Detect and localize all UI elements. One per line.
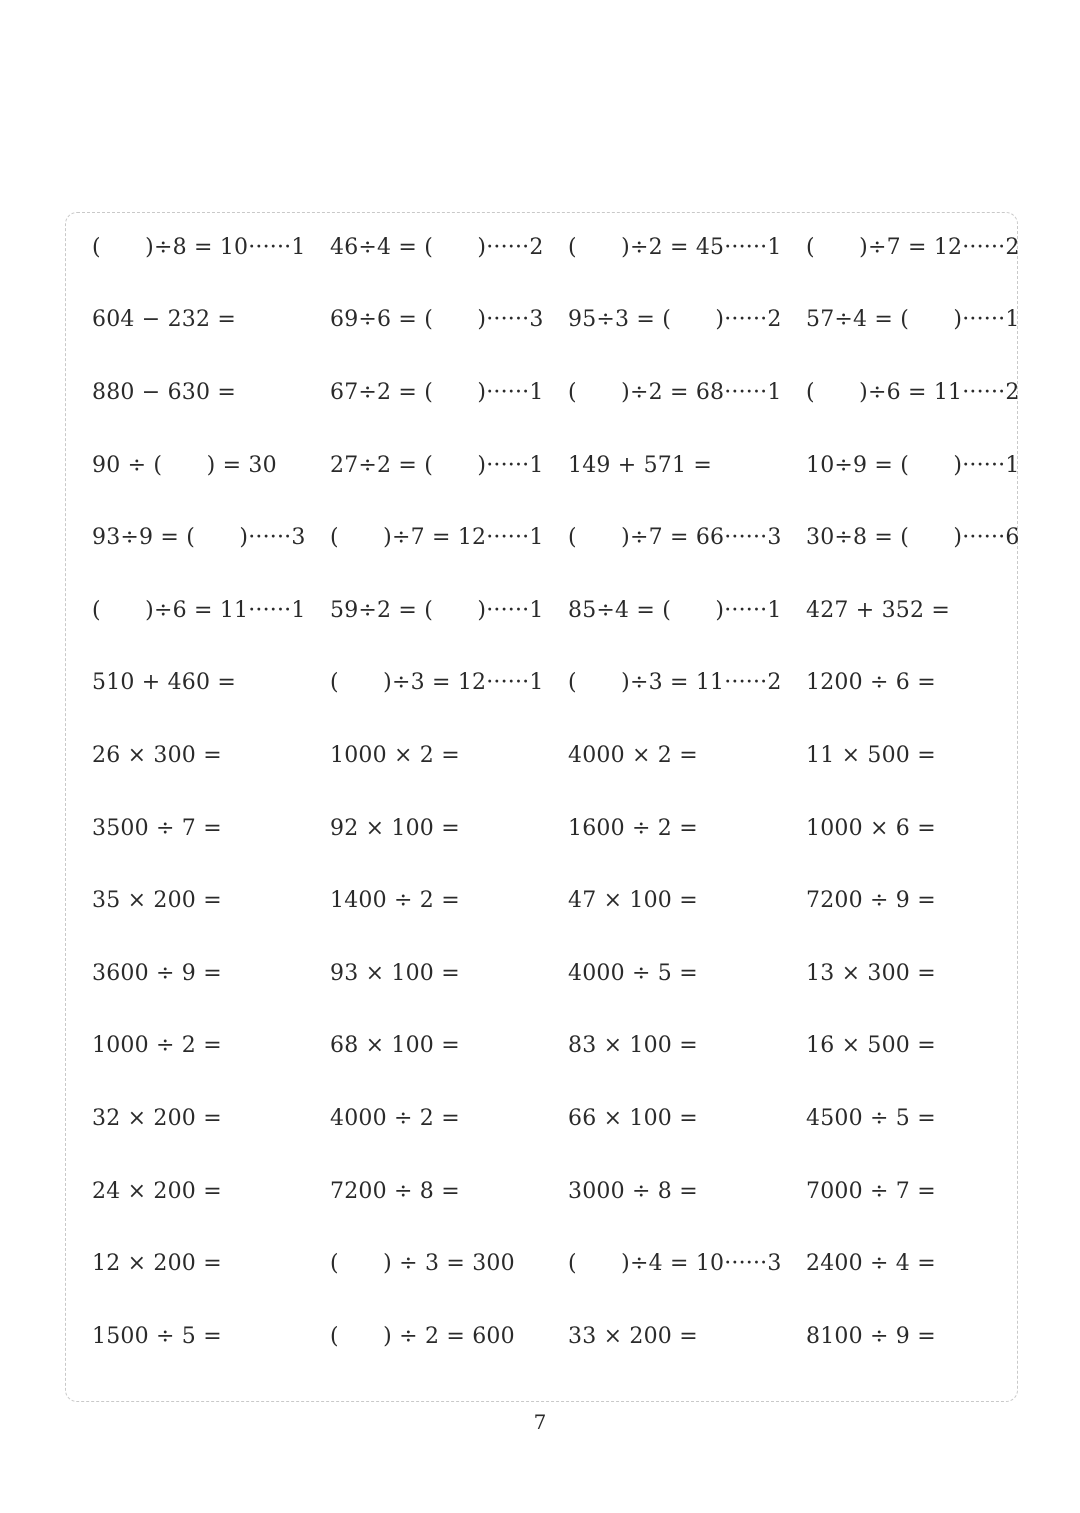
math-problem: ( )÷7 = 12······2	[806, 234, 1020, 260]
math-problem: 85÷4 = ( )······1	[568, 597, 782, 623]
math-problem: 880 − 630 =	[92, 379, 237, 405]
math-problem: 1000 ÷ 2 =	[92, 1033, 222, 1059]
math-problem: ( )÷4 = 10······3	[568, 1251, 782, 1277]
math-problem: 26 × 300 =	[92, 742, 222, 768]
math-problem: 33 × 200 =	[568, 1323, 698, 1349]
math-problem: 90 ÷ ( ) = 30	[92, 452, 277, 478]
math-problem: 95÷3 = ( )······2	[568, 307, 782, 333]
math-problem: ( )÷3 = 11······2	[568, 670, 782, 696]
math-problem: 1600 ÷ 2 =	[568, 815, 698, 841]
math-problem: ( )÷7 = 66······3	[568, 525, 782, 551]
math-problem: ( )÷6 = 11······2	[806, 379, 1020, 405]
math-problem: 66 × 100 =	[568, 1105, 698, 1131]
math-problem: 604 − 232 =	[92, 307, 237, 333]
math-problem: 69÷6 = ( )······3	[330, 307, 544, 333]
math-problem: 510 + 460 =	[92, 670, 237, 696]
math-problem: 47 × 100 =	[568, 888, 698, 914]
math-problem: 3000 ÷ 8 =	[568, 1178, 698, 1204]
math-problem: ( )÷6 = 11······1	[92, 597, 306, 623]
math-problem: ( ) ÷ 3 = 300	[330, 1251, 515, 1277]
math-problem: 4500 ÷ 5 =	[806, 1105, 936, 1131]
math-problem: 1000 × 2 =	[330, 742, 460, 768]
problem-grid	[92, 211, 1020, 1373]
math-problem: 92 × 100 =	[330, 815, 460, 841]
math-problem: 93 × 100 =	[330, 960, 460, 986]
math-problem: ( ) ÷ 2 = 600	[330, 1323, 515, 1349]
math-problem: ( )÷8 = 10······1	[92, 234, 306, 260]
math-problem: 8100 ÷ 9 =	[806, 1323, 936, 1349]
math-problem: ( )÷2 = 45······1	[568, 234, 782, 260]
math-problem: 1000 × 6 =	[806, 815, 936, 841]
math-problem: 4000 ÷ 5 =	[568, 960, 698, 986]
math-problem: 93÷9 = ( )······3	[92, 525, 306, 551]
math-problem: 83 × 100 =	[568, 1033, 698, 1059]
math-problem: 3500 ÷ 7 =	[92, 815, 222, 841]
math-problem: 68 × 100 =	[330, 1033, 460, 1059]
page-number: 7	[533, 1410, 547, 1434]
math-problem: 11 × 500 =	[806, 742, 936, 768]
math-problem: 1400 ÷ 2 =	[330, 888, 460, 914]
math-problem: 46÷4 = ( )······2	[330, 234, 544, 260]
math-problem: 12 × 200 =	[92, 1251, 222, 1277]
math-problem: 27÷2 = ( )······1	[330, 452, 544, 478]
math-problem: ( )÷2 = 68······1	[568, 379, 782, 405]
math-problem: 4000 ÷ 2 =	[330, 1105, 460, 1131]
math-problem: 149 + 571 =	[568, 452, 713, 478]
math-problem: 7200 ÷ 9 =	[806, 888, 936, 914]
math-problem: 13 × 300 =	[806, 960, 936, 986]
math-problem: 3600 ÷ 9 =	[92, 960, 222, 986]
math-problem: 59÷2 = ( )······1	[330, 597, 544, 623]
math-problem: 67÷2 = ( )······1	[330, 379, 544, 405]
math-problem: 24 × 200 =	[92, 1178, 222, 1204]
math-problem: 10÷9 = ( )······1	[806, 452, 1020, 478]
math-problem: 4000 × 2 =	[568, 742, 698, 768]
math-problem: 57÷4 = ( )······1	[806, 307, 1020, 333]
math-problem: 1200 ÷ 6 =	[806, 670, 936, 696]
math-problem: 7200 ÷ 8 =	[330, 1178, 460, 1204]
math-problem: 427 + 352 =	[806, 597, 951, 623]
math-problem: 32 × 200 =	[92, 1105, 222, 1131]
math-problem: ( )÷7 = 12······1	[330, 525, 544, 551]
math-problem: 7000 ÷ 7 =	[806, 1178, 936, 1204]
math-problem: 30÷8 = ( )······6	[806, 525, 1020, 551]
math-problem: 35 × 200 =	[92, 888, 222, 914]
math-problem: 1500 ÷ 5 =	[92, 1323, 222, 1349]
math-problem: 2400 ÷ 4 =	[806, 1251, 936, 1277]
math-problem: 16 × 500 =	[806, 1033, 936, 1059]
math-problem: ( )÷3 = 12······1	[330, 670, 544, 696]
